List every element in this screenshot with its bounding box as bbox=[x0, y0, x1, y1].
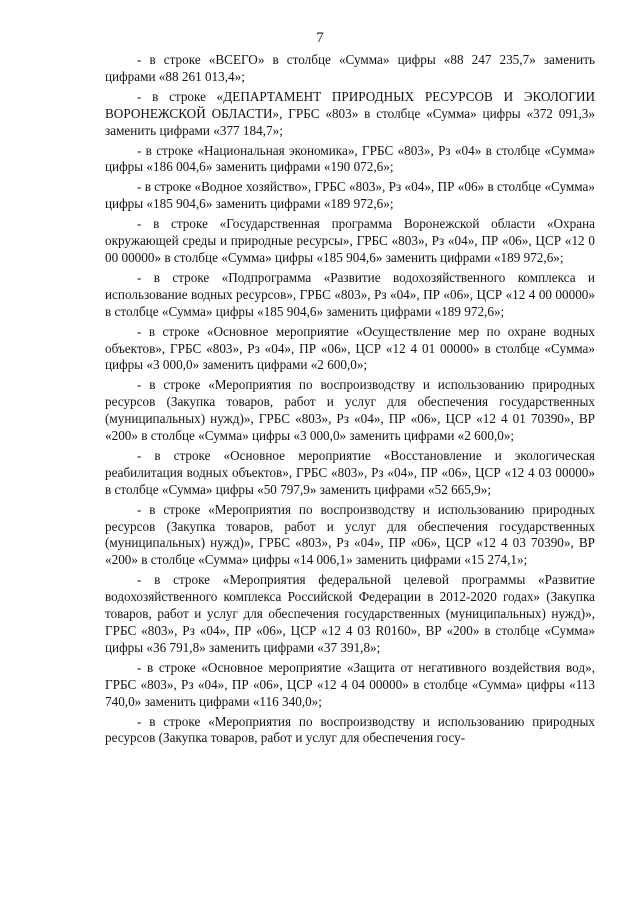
paragraph: - в строке «Государственная программа Воронежской области «Охрана окружающей среды и природные ресурсы», ГРБС «803», Рз «04», ПР «06», ЦСР «12 0 00 00000» в столбце «Сумма» цифры «185 904,6» заменить цифрами «189 972,6»; bbox=[105, 216, 595, 265]
paragraph: - в строке «Подпрограмма «Развитие водохозяйственного комплекса и использование водных ресурсов», ГРБС «803», Рз «04», ПР «06», ЦСР «12 4 00 00000» в столбце «Сумма» цифры «185 904,6» заменить цифрами «189 972,6»; bbox=[105, 269, 595, 319]
page-number: 7 bbox=[316, 30, 324, 46]
paragraph: - в строке «Национальная экономика», ГРБС «803», Рз «04» в столбце «Сумма» цифры «186 004,6» заменить цифрами «190 072,6»; bbox=[105, 142, 595, 175]
paragraph: - в строке «Водное хозяйство», ГРБС «803», Рз «04», ПР «06» в столбце «Сумма» цифры «185 904,6» заменить цифрами «189 972,6»; bbox=[105, 179, 595, 212]
paragraph: - в строке «Мероприятия по воспроизводству и использованию природных ресурсов (Закупка товаров, работ и услуг для обеспечения государственных (муниципальных) нужд)», ГРБС «803», Рз «04», ПР «06», ЦСР «12 4 03 70390», ВР «200» в столбце «Сумма» цифры «14 006,1» заменить цифрами «15 274,1»; bbox=[105, 501, 595, 568]
paragraph: - в строке «Основное мероприятие «Осуществление мер по охране водных объектов», ГРБС «803», Рз «04», ПР «06», ЦСР «12 4 01 00000» в столбце «Сумма» цифры «3 000,0» заменить цифрами «2 600,0»; bbox=[105, 323, 595, 373]
paragraph: - в строке «Мероприятия по воспроизводству и использованию природных ресурсов (Закупка товаров, работ и услуг для обеспечения госу- bbox=[105, 713, 595, 746]
paragraph: - в строке «ДЕПАРТАМЕНТ ПРИРОДНЫХ РЕСУРСОВ И ЭКОЛОГИИ ВОРОНЕЖСКОЙ ОБЛАСТИ», ГРБС «803» в столбце «Сумма» цифры «372 091,3» заменить цифрами «377 184,7»; bbox=[105, 88, 595, 138]
paragraph: - в строке «Мероприятия по воспроизводству и использованию природных ресурсов (Закупка товаров, работ и услуг для обеспечения государственных (муниципальных) нужд)», ГРБС «803», Рз «04», ПР «06», ЦСР «12 4 01 70390», ВР «200» в столбце «Сумма» цифры «3 000,0» заменить цифрами «2 600,0»; bbox=[105, 377, 595, 444]
document-body bbox=[105, 52, 595, 750]
paragraph: - в строке «Основное мероприятие «Восстановление и экологическая реабилитация водных объектов», ГРБС «803», Рз «04», ПР «06», ЦСР «12 4 03 00000» в столбце «Сумма» цифры «50 797,9» заменить цифрами «52 665,9»; bbox=[105, 447, 595, 497]
paragraph: - в строке «Мероприятия федеральной целевой программы «Развитие водохозяйственного комплекса Российской Федерации в 2012-2020 годах» (Закупка товаров, работ и услуг для обеспечения государственных (муниципальных) нужд)», ГРБС «803», Рз «04», ПР «06», ЦСР «12 4 03 R0160», ВР «200» в столбце «Сумма» цифры «36 791,8» заменить цифрами «37 391,8»; bbox=[105, 572, 595, 655]
paragraph: - в строке «ВСЕГО» в столбце «Сумма» цифры «88 247 235,7» заменить цифрами «88 261 013,4»; bbox=[105, 52, 595, 84]
paragraph: - в строке «Основное мероприятие «Защита от негативного воздействия вод», ГРБС «803», Рз «04», ПР «06», ЦСР «12 4 04 00000» в столбце «Сумма» цифры «113 740,0» заменить цифрами «116 340,0»; bbox=[105, 659, 595, 709]
